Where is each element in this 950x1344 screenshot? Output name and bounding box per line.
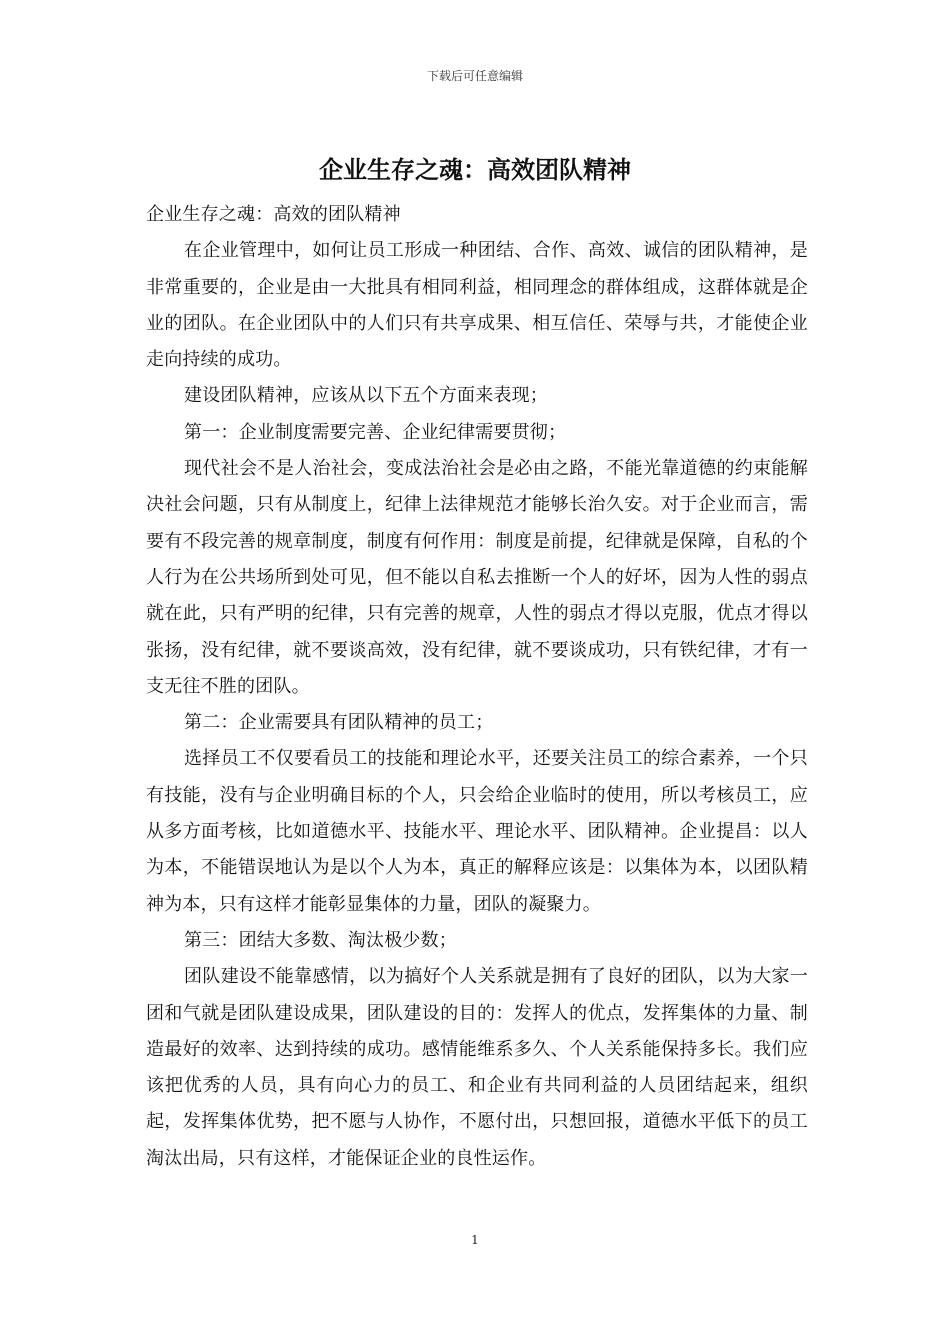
document-subtitle: 企业生存之魂：高效的团队精神 (146, 204, 401, 225)
paragraph-third-body: 团队建设不能靠感情，以为搞好个人关系就是拥有了良好的团队，以为大家一团和气就是团队建设成果，团队建设的目的：发挥人的优点，发挥集体的力量、制造最好的效率、达到持续的成功。感情能维系多久、个人关系能保持多长。我们应该把优秀的人员，具有向心力的员工、和企业有共同利益的人员团结起来，组织起，发挥集体优势，把不愿与人协作，不愿付出，只想回报，道德水平低下的员工淘汰出局，只有这样，才能保证企业的良性运作。 (146, 966, 808, 1169)
section-heading-first: 第一：企业制度需要完善、企业纪律需要贯彻； (184, 421, 567, 443)
document-body (146, 197, 808, 1177)
paragraph-intro: 在企业管理中，如何让员工形成一种团结、合作、高效、诚信的团队精神，是非常重要的，企业是由一大批具有相同利益，相同理念的群体组成，这群体就是企业的团队。在企业团队中的人们只有共享成果、相互信任、荣辱与共，才能使企业走向持续的成功。 (146, 240, 808, 371)
paragraph-five-aspects: 建设团队精神，应该从以下五个方面来表现； (184, 385, 548, 407)
paragraph-first-body: 现代社会不是人治社会，变成法治社会是必由之路，不能光靠道德的约束能解决社会问题，只有从制度上，纪律上法律规范才能够长治久安。对于企业而言，需要有不段完善的规章制度，制度有何作用：制度是前提，纪律就是保障，自私的个人行为在公共场所到处可见，但不能以自私去推断一个人的好坏，因为人性的弱点就在此，只有严明的纪律，只有完善的规章，人性的弱点才得以克服，优点才得以张扬，没有纪律，就不要谈高效，没有纪律，就不要谈成功，只有铁纪律，才有一支无往不胜的团队。 (146, 458, 808, 697)
section-heading-second: 第二：企业需要具有团队精神的员工； (184, 712, 494, 734)
page-number: 1 (471, 1233, 479, 1247)
document-title: 企业生存之魂：高效团队精神 (319, 155, 631, 184)
header-note: 下载后可任意编辑 (426, 69, 523, 83)
paragraph-second-body: 选择员工不仅要看员工的技能和理论水平，还要关注员工的综合素养，一个只有技能，没有与企业明确目标的个人，只会给企业临时的使用，所以考核员工，应从多方面考核，比如道德水平、技能水平、理论水平、团队精神。企业提昌：以人为本，不能错误地认为是以个人为本，真正的解释应该是：以集体为本，以团队精神为本，只有这样才能彰显集体的力量，团队的凝聚力。 (146, 748, 808, 915)
section-heading-third: 第三：团结大多数、淘汰极少数； (184, 929, 457, 951)
